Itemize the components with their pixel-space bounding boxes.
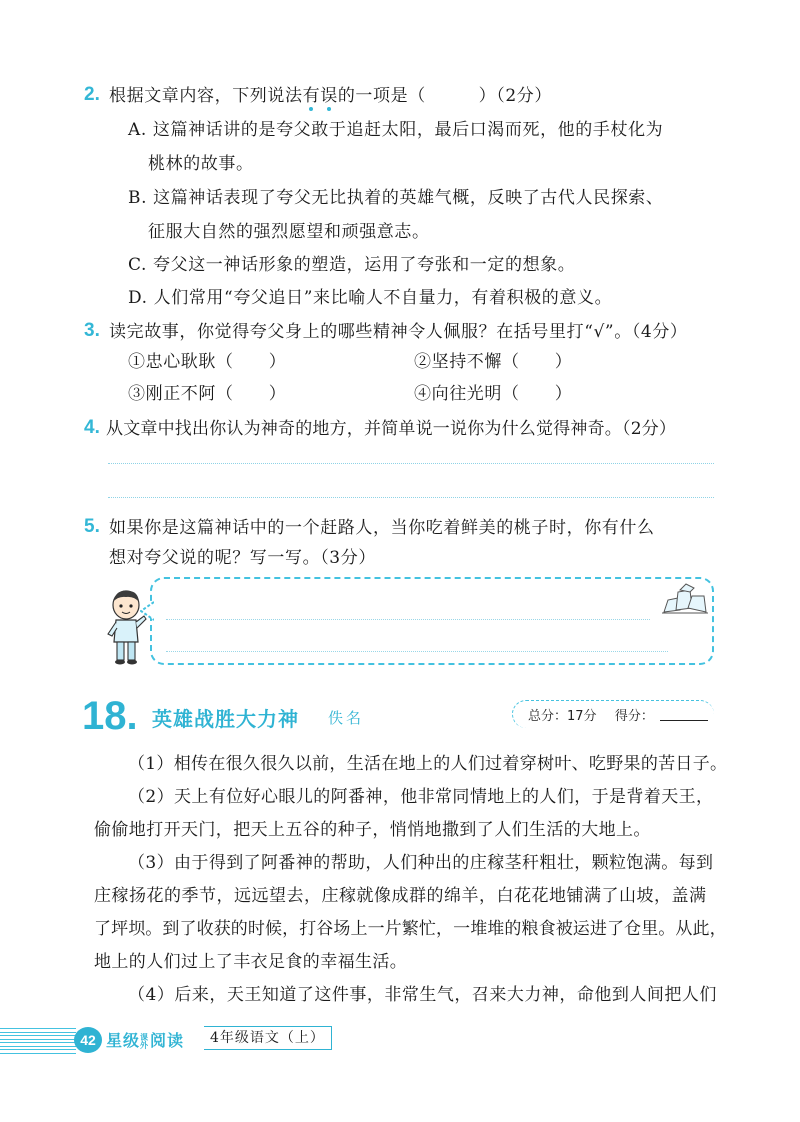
emphasis-char: 误 [320,86,338,106]
q2-option-b-cont: 征服大自然的强烈愿望和顽强意志。 [148,222,430,242]
question-5-stem: 如果你是这篇神话中的一个赶路人，当你吃着鲜美的桃子时，你有什么 [109,518,655,538]
q3-choice-2[interactable]: ②坚持不懈（ ） [414,352,573,372]
passage-para-3-cont: 庄稼扬花的季节，远远望去，庄稼就像成群的绵羊，白花花地铺满了山坡，盖满 [94,886,707,906]
passage-para-1: （1）相传在很久很久以前，生活在地上的人们过着穿树叶、吃野果的苦日子。 [128,754,728,774]
passage-para-2-cont: 偷偷地打开天门，把天上五谷的种子，悄悄地撒到了人们生活的大地上。 [94,820,651,840]
lesson-title: 英雄战胜大力神 [152,707,299,731]
question-2-stem [109,84,552,108]
footer-brand: 星级课外阅读 [106,1031,185,1050]
passage-para-4: （4）后来，天王知道了这件事，非常生气，召来大力神，命他到人间把人们 [128,985,717,1005]
q2-option-a: A. 这篇神话讲的是夸父敢于追赶太阳，最后口渴而死，他的手杖化为 [128,120,664,140]
q3-choice-3[interactable]: ③刚正不阿（ ） [128,384,287,404]
q2-option-b: B. 这篇神话表现了夸父无比执着的英雄气概，反映了古代人民探索、 [128,188,664,208]
page-number: 42 [74,1027,102,1053]
passage-para-3: （3）由于得到了阿番神的帮助，人们种出的庄稼茎秆粗壮，颗粒饱满。每到 [128,853,714,873]
footer-grade-label: 4年级语文（上） [204,1026,332,1050]
q2-stem-b: 的一项是（ ）（2分） [337,86,552,106]
lesson-author: 佚名 [328,709,365,727]
question-5-stem-cont: 想对夸父说的呢？写一写。（3分） [109,548,376,568]
question-4-number: 4. [84,417,100,438]
q2-option-d: D. 人们常用“夸父追日”来比喻人不自量力，有着积极的意义。 [128,288,613,308]
q2-stem-a: 根据文章内容，下列说法 [109,86,303,106]
passage-para-3-cont: 了坪坝。到了收获的时候，打谷场上一片繁忙，一堆堆的粮食被运进了仓里。从此， [94,919,727,939]
answer-line[interactable] [108,497,714,498]
passage-para-3-cont: 地上的人们过上了丰衣足食的幸福生活。 [94,952,408,972]
q3-choice-1[interactable]: ①忠心耿耿（ ） [128,352,287,372]
bubble-tail-icon [140,600,154,622]
q3-choice-4[interactable]: ④向往光明（ ） [414,384,573,404]
emphasis-dot-icon [309,107,313,111]
question-3-number: 3. [84,320,100,341]
ice-cubes-icon [660,582,710,616]
score-blank-field[interactable] [660,720,708,721]
lesson-number: 18. [82,694,138,738]
answer-line[interactable] [108,463,714,464]
question-3-stem: 读完故事，你觉得夸父身上的哪些精神令人佩服？在括号里打“√”。（4分） [109,322,688,342]
answer-line[interactable] [166,619,650,620]
q2-option-c: C. 夸父这一神话形象的塑造，运用了夸张和一定的想象。 [128,255,576,275]
score-text [528,705,654,724]
score-got-label: 得分： [614,709,654,724]
question-2-number: 2. [84,84,100,105]
score-total: 总分：17分 [528,709,597,724]
question-4-stem: 从文章中找出你认为神奇的地方，并简单说一说你为什么觉得神奇。（2分） [106,419,677,439]
question-5-number: 5. [84,516,100,537]
emphasis-char: 有 [303,86,321,106]
q2-option-a-cont: 桃林的故事。 [148,154,254,174]
emphasis-dot-icon [327,107,331,111]
passage-para-2: （2）天上有位好心眼儿的阿番神，他非常同情地上的人们，于是背着天王， [128,787,714,807]
answer-line[interactable] [166,651,668,652]
footer-stripes [0,1028,76,1056]
